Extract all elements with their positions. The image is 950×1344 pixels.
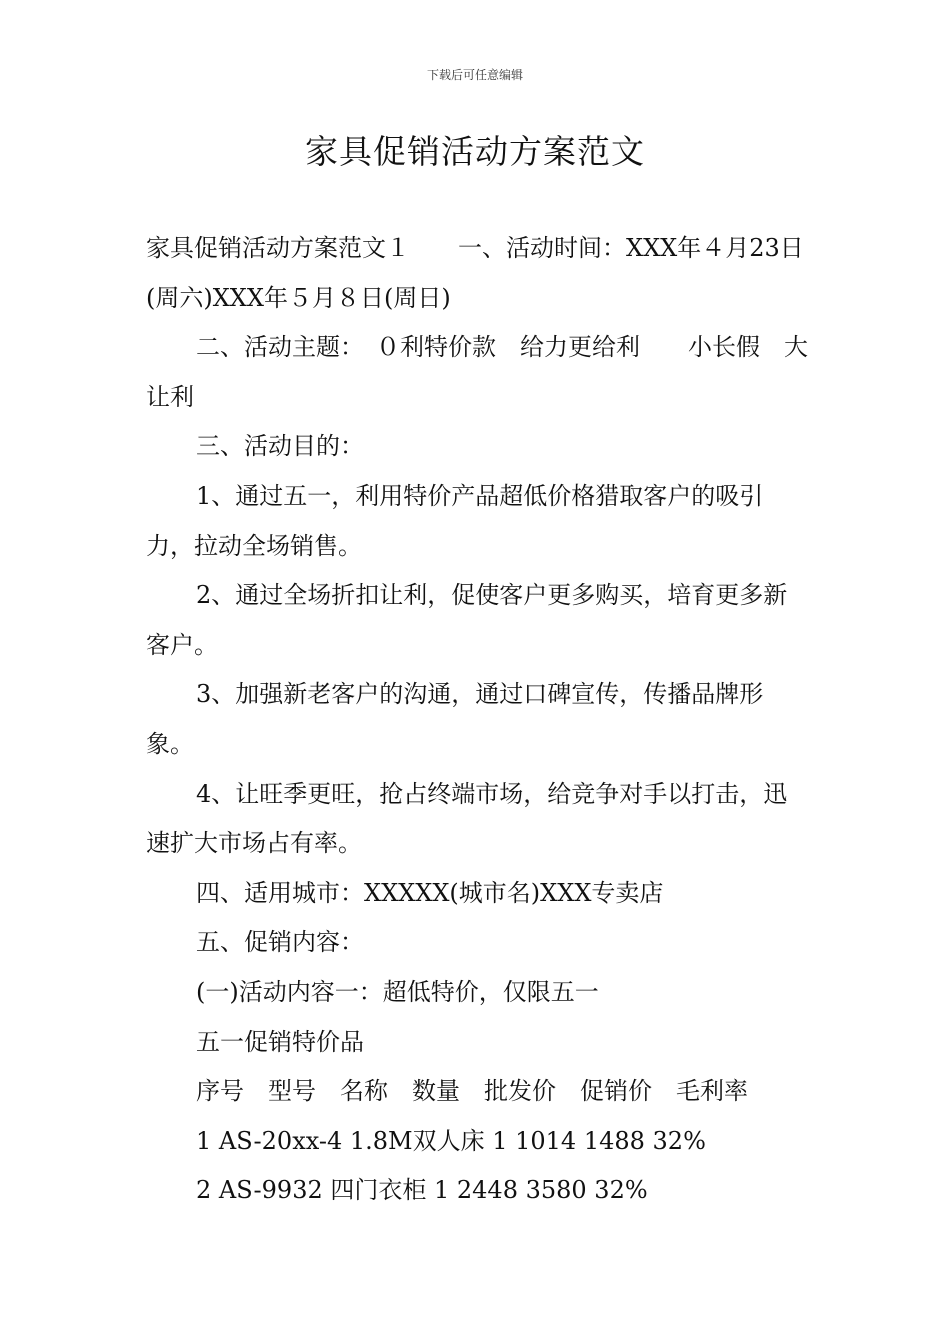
- document-body: [146, 224, 810, 1216]
- paragraph-promo-heading: 五、促销内容：: [196, 928, 364, 957]
- paragraph-theme: 二、活动主题： ０利特价款 给力更给利 小长假 大让利: [146, 333, 808, 411]
- paragraph-purpose-4: 4、让旺季更旺，抢占终端市场，给竞争对手以打击，迅速扩大市场占有率。: [146, 779, 788, 858]
- table-header-row: 序号 型号 名称 数量 批发价 促销价 毛利率: [196, 1077, 748, 1106]
- document-title: 家具促销活动方案范文: [305, 132, 645, 171]
- paragraph-promo-1: (一)活动内容一：超低特价，仅限五一: [196, 977, 599, 1006]
- paragraph-purpose-heading: 三、活动目的：: [196, 432, 364, 461]
- paragraph-purpose-1: 1、通过五一，利用特价产品超低价格猎取客户的吸引力，拉动全场销售。: [146, 481, 764, 560]
- paragraph-special-items: 五一促销特价品: [196, 1027, 364, 1056]
- table-row: 2 AS-9932 四门衣柜 1 2448 3580 32%: [196, 1176, 648, 1205]
- paragraph-purpose-2: 2、通过全场折扣让利，促使客户更多购买，培育更多新客户。: [146, 581, 788, 659]
- table-row: 1 AS-20xx-4 1.8M双人床 1 1014 1488 32%: [196, 1126, 706, 1155]
- paragraph-city: 四、适用城市：XXXXX(城市名)XXX专卖店: [196, 878, 664, 907]
- paragraph-intro-time: 家具促销活动方案范文１ 一、活动时间：XXX年４月23日(周六)XXX年５月８日(周日): [146, 234, 804, 312]
- paragraph-purpose-3: 3、加强新老客户的沟通，通过口碑宣传，传播品牌形象。: [146, 680, 764, 758]
- header-note: 下载后可任意编辑: [426, 68, 523, 82]
